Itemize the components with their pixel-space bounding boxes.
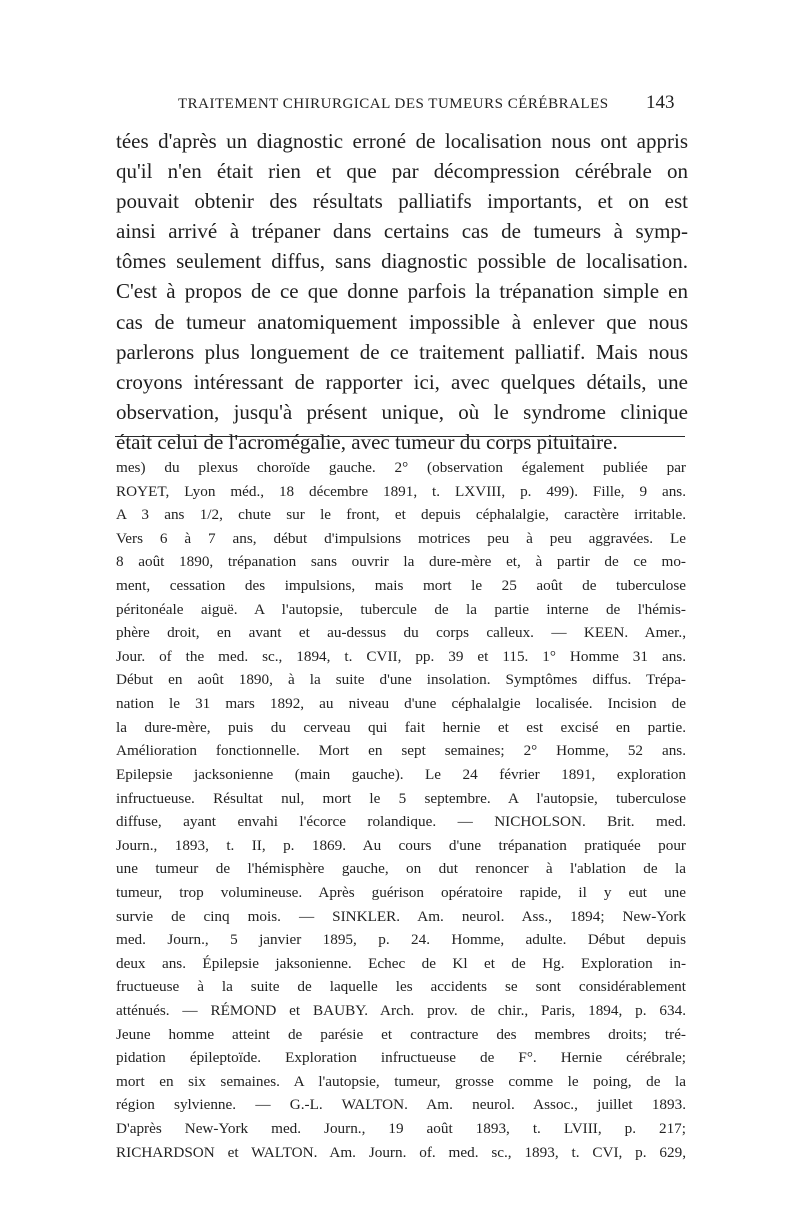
footnote-line: diffuse, ayant envahi l'écorce rolandique. — NICHOLSON. Brit. med. xyxy=(116,813,686,831)
footnote-line: Vers 6 à 7 ans, début d'impulsions motrices peu à peu aggravées. Le xyxy=(116,529,686,547)
footnote-line: Amélioration fonctionnelle. Mort en sept semaines; 2° Homme, 52 ans. xyxy=(116,742,686,760)
footnote-line: RICHARDSON et WALTON. Am. Journ. of. med. sc., 1893, t. CVI, p. 629, xyxy=(116,1143,686,1161)
body-text xyxy=(116,126,688,457)
footnote-line: Début en août 1890, à la suite d'une insolation. Symptômes diffus. Trépa- xyxy=(116,671,686,689)
footnote-line: phère droit, en avant et au-dessus du corps calleux. — KEEN. Amer., xyxy=(116,624,686,642)
body-line: parlerons plus longuement de ce traitement palliatif. Mais nous xyxy=(116,339,688,364)
footnote-line: survie de cinq mois. — SINKLER. Am. neurol. Ass., 1894; New-York xyxy=(116,907,686,925)
footnote-line: deux ans. Épilepsie jaksonienne. Echec de Kl et de Hg. Exploration in- xyxy=(116,954,686,972)
footnote-line: ROYET, Lyon méd., 18 décembre 1891, t. LXVIII, p. 499). Fille, 9 ans. xyxy=(116,482,686,500)
footnote-line: tumeur, trop volumineuse. Après guérison opératoire rapide, il y eut une xyxy=(116,883,686,901)
footnote-line: la dure-mère, puis du cerveau qui fait hernie et est excisé en partie. xyxy=(116,718,686,736)
footnote-line: Jeune homme atteint de parésie et contracture des membres droits; tré- xyxy=(116,1025,686,1043)
footnote-line: une tumeur de l'hémisphère gauche, on dut renoncer à l'ablation de la xyxy=(116,860,686,878)
body-line: cas de tumeur anatomiquement impossible à enlever que nous xyxy=(116,309,688,334)
footnote-line: pidation épileptoïde. Exploration infructueuse de F°. Hernie cérébrale; xyxy=(116,1049,686,1067)
footnote-line: nation le 31 mars 1892, au niveau d'une céphalalgie localisée. Incision de xyxy=(116,695,686,713)
body-line: était celui de l'acromégalie, avec tumeur du corps pituitaire. xyxy=(116,429,618,454)
footnote-line: mes) du plexus choroïde gauche. 2° (observation également publiée par xyxy=(116,459,686,476)
body-line: ainsi arrivé à trépaner dans certains cas de tumeurs à symp- xyxy=(116,219,688,244)
body-line: tômes seulement diffus, sans diagnostic possible de localisation. xyxy=(116,249,688,274)
footnote-line: infructueuse. Résultat nul, mort le 5 septembre. A l'autopsie, tuberculose xyxy=(116,789,686,807)
footnote-line: Epilepsie jacksonienne (main gauche). Le 24 février 1891, exploration xyxy=(116,765,686,783)
body-line: observation, jusqu'à présent unique, où le syndrome clinique xyxy=(116,399,688,424)
footnote-line: A 3 ans 1/2, chute sur le front, et depuis céphalalgie, caractère irritable. xyxy=(116,506,686,524)
footnote-line: Jour. of the med. sc., 1894, t. CVII, pp. 39 et 115. 1° Homme 31 ans. xyxy=(116,647,686,665)
footnote-line: région sylvienne. — G.-L. WALTON. Am. neurol. Assoc., juillet 1893. xyxy=(116,1096,686,1114)
footnote-line: péritonéale aiguë. A l'autopsie, tubercule de la partie interne de l'hémis- xyxy=(116,600,686,618)
footnote-line: Journ., 1893, t. II, p. 1869. Au cours d'une trépanation pratiquée pour xyxy=(116,836,686,854)
footnote-line: med. Journ., 5 janvier 1895, p. 24. Homme, adulte. Début depuis xyxy=(116,931,686,949)
footnote-line: fructueuse à la suite de laquelle les accidents se sont considérablement xyxy=(116,978,686,996)
footnote-line: ment, cessation des impulsions, mais mort le 25 août de tuberculose xyxy=(116,577,686,595)
body-line: qu'il n'en était rien et que par décompression cérébrale on xyxy=(116,159,688,184)
footnote-line: 8 août 1890, trépanation sans ouvrir la dure-mère et, à partir de ce mo- xyxy=(116,553,686,571)
body-line: croyons intéressant de rapporter ici, avec quelques détails, une xyxy=(116,369,688,394)
footnote-line: atténués. — RÉMOND et BAUBY. Arch. prov. de chir., Paris, 1894, p. 634. xyxy=(116,1002,686,1020)
footnote-line: mort en six semaines. A l'autopsie, tumeur, grosse comme le poing, de la xyxy=(116,1072,686,1090)
footnote-separator xyxy=(115,436,685,437)
body-line: tées d'après un diagnostic erroné de localisation nous ont appris xyxy=(116,129,688,153)
running-title: TRAITEMENT CHIRURGICAL DES TUMEURS CÉRÉBRALES xyxy=(178,96,609,112)
footnote-line: D'après New-York med. Journ., 19 août 1893, t. LVIII, p. 217; xyxy=(116,1120,686,1138)
page-number: 143 xyxy=(646,92,675,113)
footnote-text xyxy=(116,456,686,1164)
body-line: pouvait obtenir des résultats palliatifs importants, et on est xyxy=(116,189,688,214)
body-line: C'est à propos de ce que donne parfois la trépanation simple en xyxy=(116,279,688,304)
